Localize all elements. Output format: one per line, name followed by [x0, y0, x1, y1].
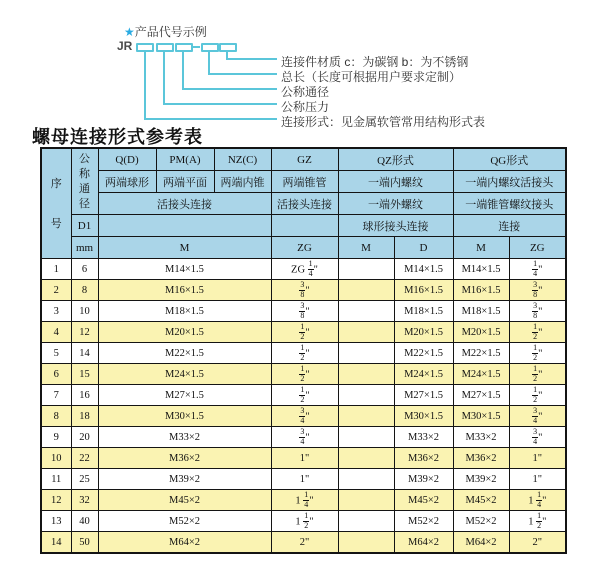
cell-qz-d: M14×1.5	[394, 259, 453, 280]
cell-m: M14×1.5	[98, 259, 271, 280]
cell-qg-m: M30×1.5	[453, 406, 509, 427]
cell-qg-zg: 2"	[509, 532, 566, 554]
cell-qz-d: M52×2	[394, 511, 453, 532]
header-qg-m: M	[453, 237, 509, 259]
connector-line	[163, 50, 165, 105]
fraction: $\frac{1}{4}$	[304, 489, 309, 509]
cell-seq: 12	[41, 490, 71, 511]
header-empty	[271, 215, 338, 237]
code-prefix: JR	[117, 39, 133, 53]
cell-qg-zg: 1 $\frac{1}{4}$ "	[509, 490, 566, 511]
cell-qz-d: M45×2	[394, 490, 453, 511]
cell-qg-zg: $\frac{1}{2}$ "	[509, 385, 566, 406]
fraction: $\frac{1}{2}$	[533, 321, 538, 341]
star-icon: ★	[124, 25, 135, 39]
header-zg: ZG	[271, 237, 338, 259]
cell-seq: 13	[41, 511, 71, 532]
header-col-qz: QZ形式	[338, 148, 453, 171]
fraction: $\frac{1}{2}$	[533, 342, 538, 362]
cell-qg-m: M33×2	[453, 427, 509, 448]
cell-seq: 9	[41, 427, 71, 448]
cell-m: M45×2	[98, 490, 271, 511]
cell-qz-m	[338, 322, 394, 343]
cell-gz: ZG $\frac{1}{4}$ "	[271, 259, 338, 280]
header-d1: D1	[71, 215, 98, 237]
table-row	[41, 490, 566, 511]
fraction: $\frac{3}{8}$	[533, 279, 538, 299]
cell-dn: 32	[71, 490, 98, 511]
cell-seq: 10	[41, 448, 71, 469]
cell-qg-m: M36×2	[453, 448, 509, 469]
cell-m: M39×2	[98, 469, 271, 490]
connector-line	[144, 118, 277, 120]
header-qz-conn: 球形接头连接	[338, 215, 453, 237]
header-qg-desc2: 一端锥管螺纹接头	[453, 193, 566, 215]
diagram-label-pressure: 公称压力	[281, 100, 330, 114]
cell-gz: 1"	[271, 469, 338, 490]
fraction: $\frac{1}{4}$	[533, 258, 538, 278]
fraction: $\frac{1}{2}$	[304, 510, 309, 530]
cell-gz: $\frac{1}{2}$ "	[271, 343, 338, 364]
table-row	[41, 511, 566, 532]
cell-qg-zg: $\frac{3}{8}$ "	[509, 301, 566, 322]
cell-qg-m: M22×1.5	[453, 343, 509, 364]
cell-m: M36×2	[98, 448, 271, 469]
header-qz-m: M	[338, 237, 394, 259]
header-m: M	[98, 237, 271, 259]
cell-gz: $\frac{3}{8}$ "	[271, 280, 338, 301]
cell-dn: 22	[71, 448, 98, 469]
cell-qz-m	[338, 511, 394, 532]
table-row	[41, 532, 566, 554]
cell-gz: $\frac{1}{2}$ "	[271, 385, 338, 406]
cell-qg-m: M24×1.5	[453, 364, 509, 385]
table-row	[41, 406, 566, 427]
cell-qz-d: M22×1.5	[394, 343, 453, 364]
cell-gz: 1 $\frac{1}{2}$ "	[271, 511, 338, 532]
table-row	[41, 301, 566, 322]
table-row	[41, 385, 566, 406]
header-pm-desc: 两端平面	[156, 171, 214, 193]
cell-seq: 3	[41, 301, 71, 322]
cell-qg-m: M18×1.5	[453, 301, 509, 322]
cell-qz-d: M30×1.5	[394, 406, 453, 427]
cell-seq: 4	[41, 322, 71, 343]
cell-m: M18×1.5	[98, 301, 271, 322]
table-row	[41, 280, 566, 301]
cell-m: M52×2	[98, 511, 271, 532]
diagram-title	[124, 23, 207, 40]
code-field-box-3	[175, 43, 193, 52]
header-qd-desc: 两端球形	[98, 171, 156, 193]
cell-m: M22×1.5	[98, 343, 271, 364]
cell-seq: 2	[41, 280, 71, 301]
code-field-box-4	[201, 43, 219, 52]
cell-seq: 1	[41, 259, 71, 280]
cell-qz-m	[338, 490, 394, 511]
fraction: $\frac{3}{4}$	[533, 426, 538, 446]
cell-gz: 1 $\frac{1}{4}$ "	[271, 490, 338, 511]
fraction: $\frac{3}{8}$	[300, 300, 305, 320]
cell-qz-m	[338, 364, 394, 385]
cell-gz: $\frac{3}{8}$ "	[271, 301, 338, 322]
fraction: $\frac{1}{2}$	[533, 384, 538, 404]
cell-m: M64×2	[98, 532, 271, 554]
fraction: $\frac{3}{4}$	[300, 405, 305, 425]
cell-qg-zg: $\frac{3}{4}$ "	[509, 406, 566, 427]
header-col-pm: PM(A)	[156, 148, 214, 171]
cell-dn: 15	[71, 364, 98, 385]
fraction: $\frac{3}{8}$	[300, 279, 305, 299]
cell-qg-zg: $\frac{3}{8}$ "	[509, 280, 566, 301]
cell-qz-m	[338, 406, 394, 427]
cell-seq: 14	[41, 532, 71, 554]
cell-qz-d: M16×1.5	[394, 280, 453, 301]
cell-m: M16×1.5	[98, 280, 271, 301]
connector-line	[182, 88, 277, 90]
code-dash	[192, 46, 200, 48]
cell-qg-m: M45×2	[453, 490, 509, 511]
cell-qg-m: M14×1.5	[453, 259, 509, 280]
connector-line	[163, 103, 277, 105]
cell-qg-zg: 1"	[509, 469, 566, 490]
cell-dn: 25	[71, 469, 98, 490]
cell-qz-m	[338, 385, 394, 406]
fraction: $\frac{1}{2}$	[300, 384, 305, 404]
page-title: 螺母连接形式参考表	[32, 127, 203, 147]
cell-dn: 50	[71, 532, 98, 554]
fraction: $\frac{1}{4}$	[308, 258, 313, 278]
header-qz-desc2: 一端外螺纹	[338, 193, 453, 215]
cell-dn: 40	[71, 511, 98, 532]
cell-seq: 7	[41, 385, 71, 406]
cell-gz: 1"	[271, 448, 338, 469]
header-qg-zg: ZG	[509, 237, 566, 259]
diagram-label-connection: 连接形式：见金属软管常用结构形式表	[281, 115, 486, 129]
cell-qz-m	[338, 259, 394, 280]
cell-dn: 12	[71, 322, 98, 343]
cell-qg-m: M27×1.5	[453, 385, 509, 406]
cell-dn: 6	[71, 259, 98, 280]
header-nz-desc: 两端内锥	[214, 171, 271, 193]
cell-m: M20×1.5	[98, 322, 271, 343]
cell-qg-m: M39×2	[453, 469, 509, 490]
cell-qg-zg: $\frac{1}{2}$ "	[509, 364, 566, 385]
diagram-title-text: 产品代号示例	[134, 25, 207, 39]
cell-qz-d: M24×1.5	[394, 364, 453, 385]
cell-qz-d: M33×2	[394, 427, 453, 448]
table-row	[41, 364, 566, 385]
cell-dn: 18	[71, 406, 98, 427]
cell-qg-m: M16×1.5	[453, 280, 509, 301]
table-row	[41, 343, 566, 364]
cell-m: M33×2	[98, 427, 271, 448]
table-row	[41, 427, 566, 448]
fraction: $\frac{1}{2}$	[537, 510, 542, 530]
cell-qz-d: M36×2	[394, 448, 453, 469]
cell-qg-zg: $\frac{3}{4}$ "	[509, 427, 566, 448]
cell-dn: 14	[71, 343, 98, 364]
fraction: $\frac{3}{4}$	[300, 426, 305, 446]
cell-qz-m	[338, 280, 394, 301]
cell-qz-m	[338, 427, 394, 448]
cell-qg-zg: $\frac{1}{2}$ "	[509, 343, 566, 364]
header-empty	[98, 215, 271, 237]
fraction: $\frac{1}{2}$	[300, 321, 305, 341]
table-row	[41, 259, 566, 280]
diagram-label-diameter: 公称通径	[281, 85, 330, 99]
reference-table	[40, 147, 567, 554]
cell-seq: 11	[41, 469, 71, 490]
cell-qz-m	[338, 343, 394, 364]
header-gz-conn: 活接头连接	[271, 193, 338, 215]
diagram-label-length: 总长（长度可根据用户要求定制）	[281, 70, 462, 84]
cell-dn: 16	[71, 385, 98, 406]
cell-qg-m: M64×2	[453, 532, 509, 554]
cell-dn: 20	[71, 427, 98, 448]
cell-qz-d: M27×1.5	[394, 385, 453, 406]
cell-gz: $\frac{3}{4}$ "	[271, 406, 338, 427]
cell-m: M27×1.5	[98, 385, 271, 406]
cell-qz-m	[338, 532, 394, 554]
cell-seq: 6	[41, 364, 71, 385]
fraction: $\frac{1}{2}$	[300, 363, 305, 383]
header-qg-desc1: 一端内螺纹活接头	[453, 171, 566, 193]
header-gz-desc: 两端锥管	[271, 171, 338, 193]
table-row	[41, 322, 566, 343]
cell-qz-d: M18×1.5	[394, 301, 453, 322]
diagram-label-material: 连接件材质 c：为碳钢 b：为不锈钢	[281, 55, 469, 69]
cell-seq: 8	[41, 406, 71, 427]
code-field-box-5	[219, 43, 237, 52]
cell-qz-d: M39×2	[394, 469, 453, 490]
table-row	[41, 469, 566, 490]
cell-dn: 10	[71, 301, 98, 322]
connector-line	[144, 50, 146, 120]
cell-qz-m	[338, 301, 394, 322]
cell-qg-zg: $\frac{1}{4}$ "	[509, 259, 566, 280]
header-mm: mm	[71, 237, 98, 259]
connector-line	[208, 50, 210, 75]
header-qg-conn: 连接	[453, 215, 566, 237]
cell-m: M24×1.5	[98, 364, 271, 385]
header-seq: 序号	[41, 148, 71, 259]
fraction: $\frac{1}{2}$	[533, 363, 538, 383]
cell-seq: 5	[41, 343, 71, 364]
cell-qz-m	[338, 469, 394, 490]
cell-m: M30×1.5	[98, 406, 271, 427]
header-col-qd: Q(D)	[98, 148, 156, 171]
header-col-nz: NZ(C)	[214, 148, 271, 171]
cell-qz-m	[338, 448, 394, 469]
cell-qg-zg: $\frac{1}{2}$ "	[509, 322, 566, 343]
header-diameter: 公称通径	[71, 148, 98, 215]
header-qz-d: D	[394, 237, 453, 259]
fraction: $\frac{1}{2}$	[300, 342, 305, 362]
cell-qg-m: M52×2	[453, 511, 509, 532]
cell-qg-zg: 1 $\frac{1}{2}$ "	[509, 511, 566, 532]
fraction: $\frac{3}{4}$	[533, 405, 538, 425]
header-col-gz: GZ	[271, 148, 338, 171]
connector-line	[182, 50, 184, 90]
cell-qg-m: M20×1.5	[453, 322, 509, 343]
fraction: $\frac{3}{8}$	[533, 300, 538, 320]
connector-line	[208, 73, 277, 75]
cell-gz: $\frac{1}{2}$ "	[271, 364, 338, 385]
header-qz-desc1: 一端内螺纹	[338, 171, 453, 193]
table-row	[41, 448, 566, 469]
header-col-qg: QG形式	[453, 148, 566, 171]
cell-qg-zg: 1"	[509, 448, 566, 469]
cell-dn: 8	[71, 280, 98, 301]
cell-gz: 2"	[271, 532, 338, 554]
connector-line	[226, 58, 277, 60]
cell-qz-d: M64×2	[394, 532, 453, 554]
cell-qz-d: M20×1.5	[394, 322, 453, 343]
fraction: $\frac{1}{4}$	[537, 489, 542, 509]
code-field-box-2	[156, 43, 174, 52]
cell-gz: $\frac{1}{2}$ "	[271, 322, 338, 343]
header-union-conn: 活接头连接	[98, 193, 271, 215]
cell-gz: $\frac{3}{4}$ "	[271, 427, 338, 448]
